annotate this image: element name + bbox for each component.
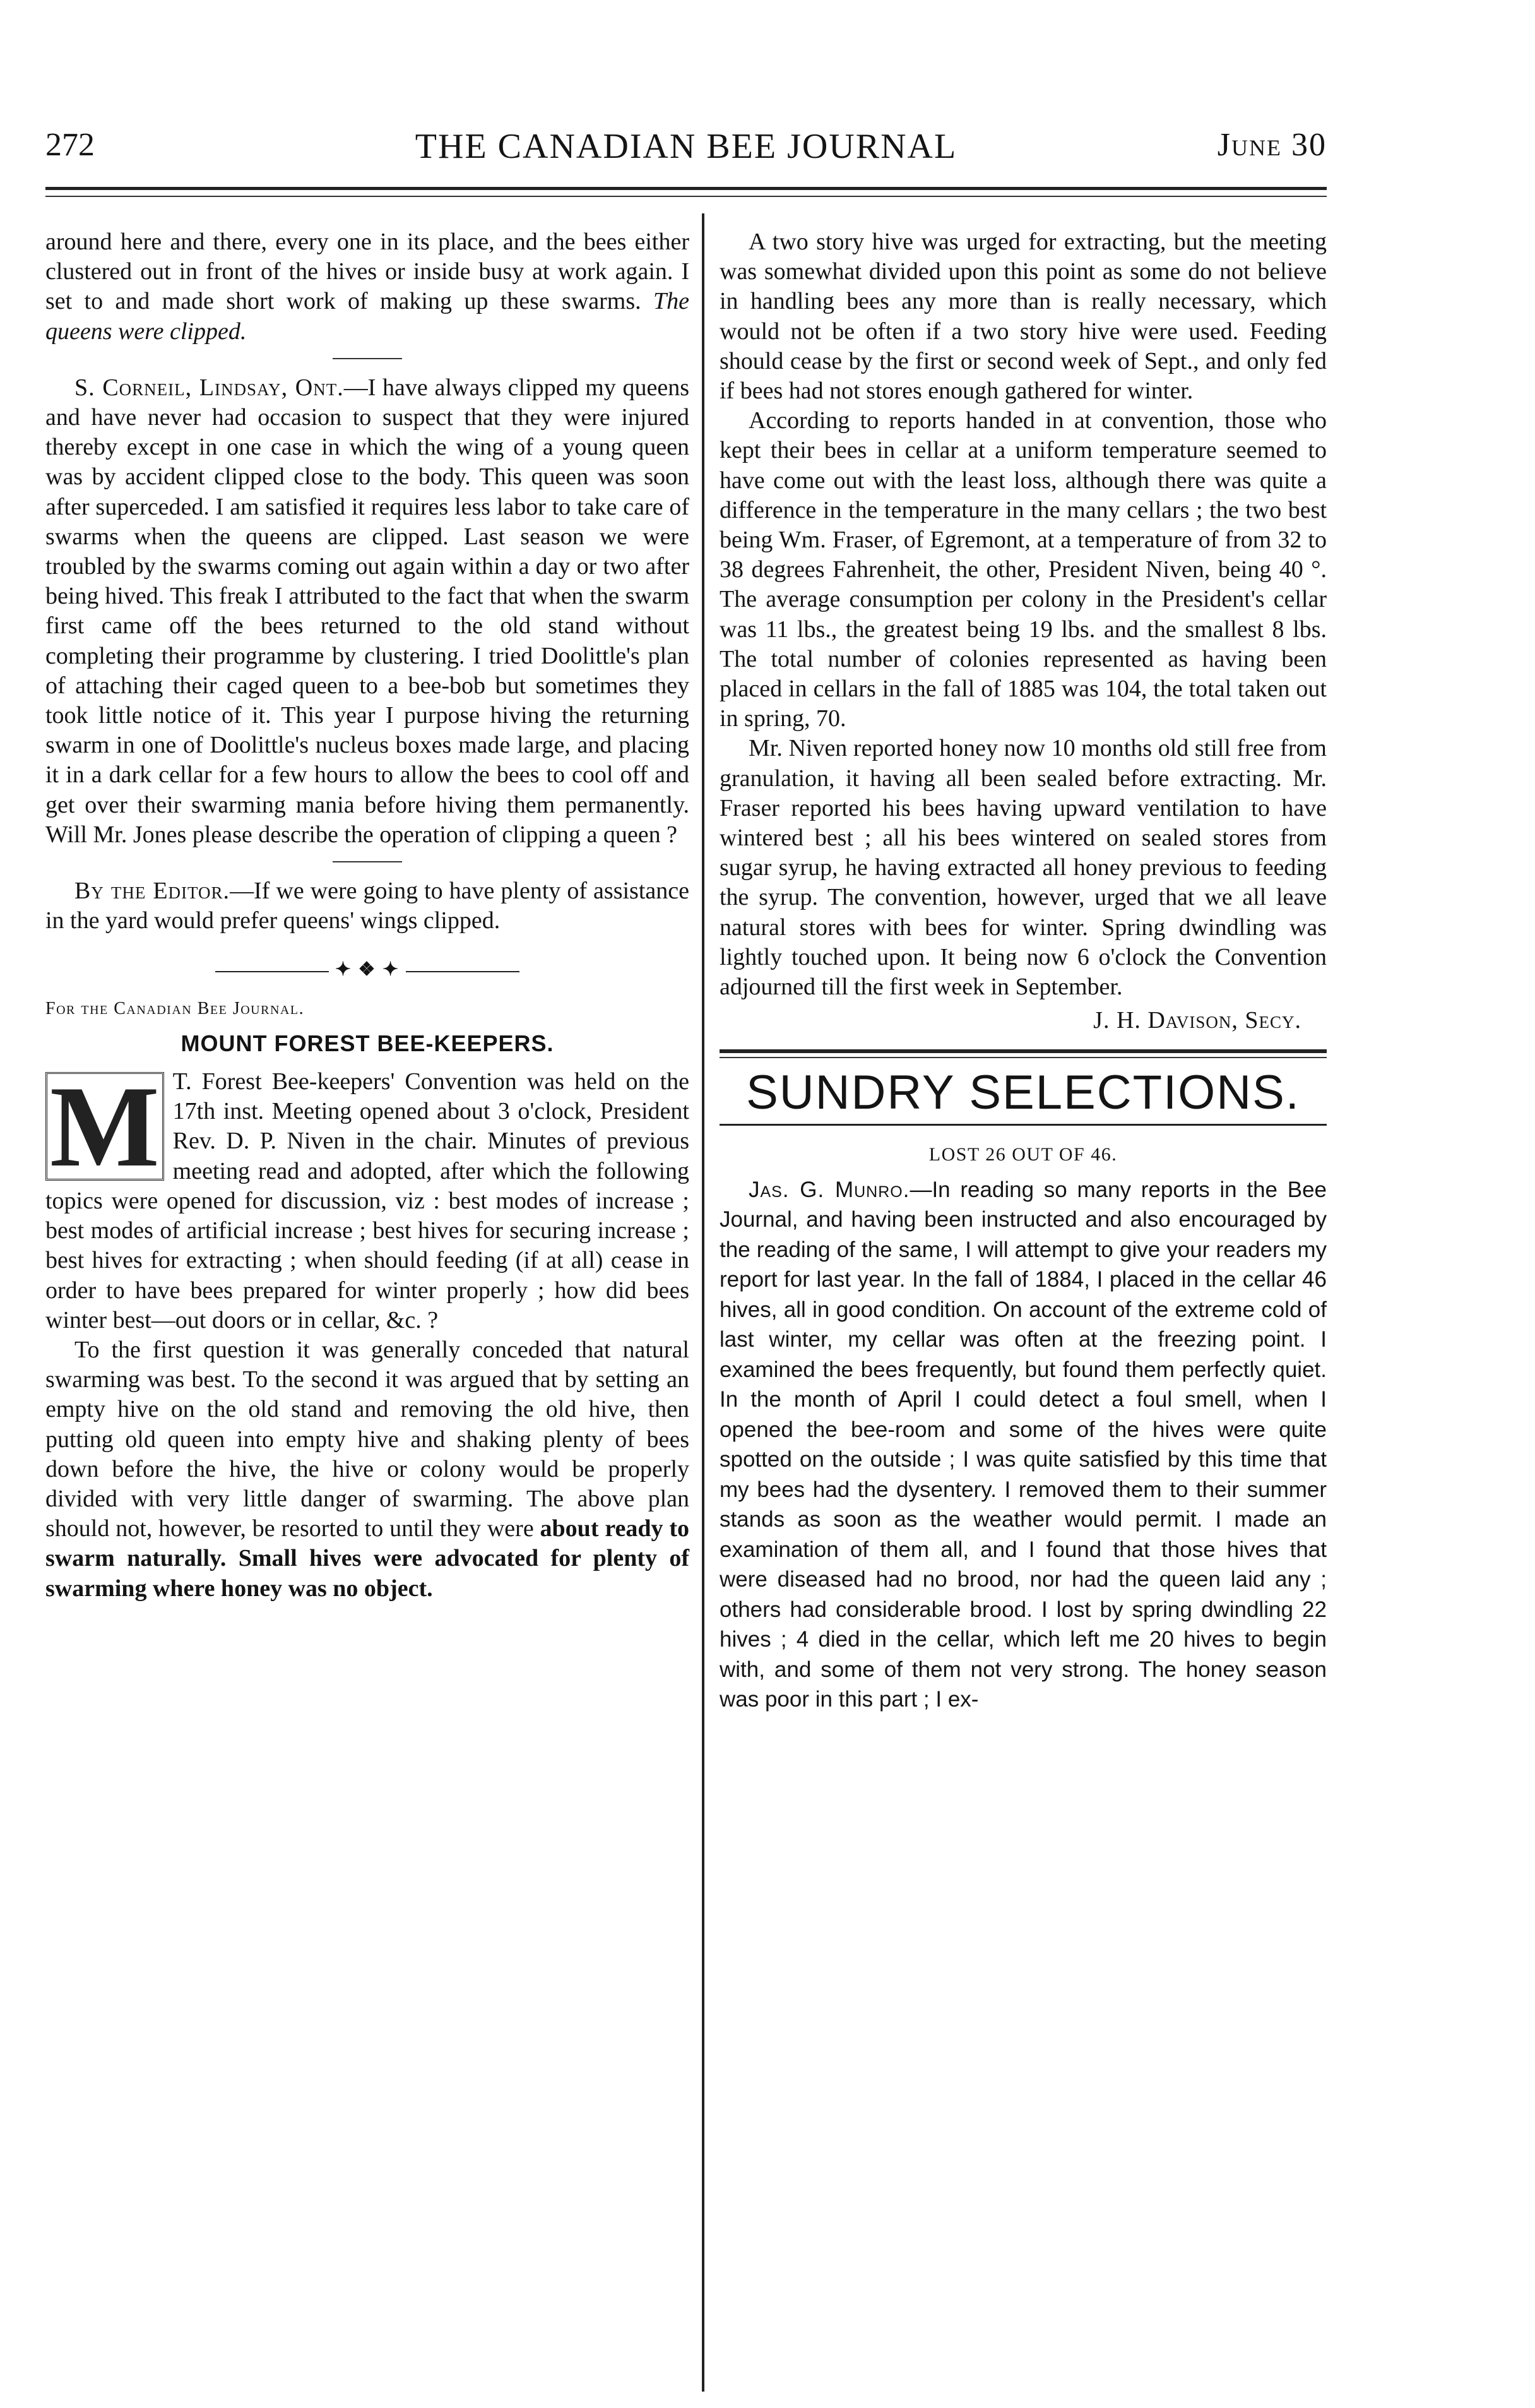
right-column	[720, 227, 1327, 1715]
paragraph: around here and there, every one in its place, and the bees either clustered out in front of the hives or inside busy at work again. I set to and made short work of making up these swarms. The queens were clipped.	[45, 229, 690, 345]
page-header	[45, 126, 1327, 170]
paragraph: A two story hive was urged for extracting, but the meeting was somewhat divided upon this point as some do not believe in handling bees any more than is really necessary, which would not be often if a two story hive were used. Feeding should cease by the first or second week of Sept., and only fed if bees had not stores enough gathered for winter.	[720, 229, 1327, 405]
paragraph: Mr. Niven reported honey now 10 months old still free from granulation, it having all been sealed before extracting. Mr. Fraser reported his bees having upward ventilation to have wintered best ; all his bees wintered on sealed stores from sugar syrup, he having extracted all honey previous to feeding the syrup. The convention, however, urged that we all leave natural stores with bees for winter. Spring dwindling was lightly touched upon. It being now 6 o'clock the Convention adjourned till the first week in September.	[720, 735, 1327, 1001]
divider	[333, 861, 402, 862]
section-rule-thin	[720, 1057, 1327, 1058]
journal-title: THE CANADIAN BEE JOURNAL	[415, 127, 957, 166]
paragraph: Jas. G. Munro.—In reading so many reports in the Bee Journal, and having been instructed and also encouraged by the reading of the same, I will attempt to give your readers my report for last year. In the fall of 1884, I placed in the cellar 46 hives, all in good condition. On account of the extreme cold of last winter, my cellar was often at the freezing point. I examined the bees frequently, but found them perfectly quiet. In the month of April I could detect a foul smell, when I opened the bee-room and some of the hives were quite spotted on the outside ; I was quite satisfied by this time that my bees had the dysentery. I removed them to their summer stands as soon as the weather would permit. I made an examination of them all, and I found that those hives that were diseased had no brood, nor had the queen laid any ; others had considerable brood. I lost by spring dwindling 22 hives ; 4 died in the cellar, which left me 20 hives to begin with, and some of them not very strong. The honey season was poor in this part ; I ex-	[720, 1177, 1327, 1712]
signature: J. H. Davison, Secy.	[1093, 1007, 1301, 1034]
page-number: 272	[45, 127, 95, 163]
paragraph: S. Corneil, Lindsay, Ont.—I have always clipped my queens and have never had occasion to suspect that they were injured thereby except in one case in which the wing of a young queen was by accident clipped close to the body. This queen was soon after superceded. I am satisfied it requires less labor to take care of swarms when the queens are clipped. Last season we were troubled by the swarms coming out again within a day or two after being hived. This freak I attributed to the fact that when the swarm first came off the bees returned to the old stand without completing their programme by clustering. I tried Doolittle's plan of attaching their caged queen to a bee-bob but sometimes they took little notice of it. This year I purpose hiving the returning swarm in one of Doolittle's nucleus boxes made large, and placing it in a dark cellar for a few hours to allow the bees to cool off and get over their swarming mania before hiving them permanently. Will Mr. Jones please describe the operation of clipping a queen ?	[45, 374, 689, 848]
italic-note: The queens were clipped.	[45, 288, 690, 345]
divider	[333, 358, 402, 359]
paragraph: According to reports handed in at convention, those who kept their bees in cellar at a uniform temperature seemed to have come out with the least loss, although there was quite a difference in the temperature in the many cellars ; the two best being Wm. Fraser, of Egremont, at a temperature of from 32 to 38 degrees Fahrenheit, the other, President Niven, being 40 °. The average consumption per colony in the President's cellar was 11 lbs., the greatest being 19 lbs. and the smallest 8 lbs. The total number of colonies represented as having been placed in cellars in the fall of 1885 was 104, the total taken out in spring, 70.	[720, 407, 1327, 732]
author-name: S. Corneil, Lindsay, Ont.	[74, 374, 344, 401]
author-name: By the Editor.	[74, 878, 230, 905]
article-title: MOUNT FOREST BEE-KEEPERS.	[181, 1030, 554, 1056]
section-rule	[720, 1049, 1327, 1053]
byline: For the Canadian Bee Journal.	[45, 998, 305, 1018]
paragraph: To the first question it was generally conceded that natural swarming was best. To the second it was argued that by setting an empty hive on the old stand and removing the old hive, then putting old queen into empty hive and shaking plenty of bees down before the hive, the hive or colony would be properly divided with very little danger of swarming. The above plan should not, however, be resorted to until they were about ready to swarm naturally. Small hives were advocated for plenty of swarming where honey was no object.	[45, 1336, 689, 1602]
issue-date: June 30	[1217, 127, 1327, 163]
ornament-divider: ✦ ❖ ✦	[45, 955, 689, 984]
column-divider	[702, 213, 704, 2392]
author-name: Jas. G. Munro.	[749, 1177, 910, 1202]
section-title: SUNDRY SELECTIONS.	[746, 1066, 1300, 1120]
drop-cap: M	[45, 1072, 164, 1181]
sub-title: LOST 26 OUT OF 46.	[928, 1144, 1118, 1165]
left-column	[45, 227, 689, 1604]
paragraph: M T. Forest Bee-keepers' Convention was held on the 17th inst. Meeting opened about 3 o'clock, President Rev. D. P. Niven in the chair. Minutes of previous meeting read and adopted, after which the following topics were opened for discussion, viz : best modes of increase ; best modes of artificial increase ; best hives for securing increase ; best hives for extracting ; when should feeding (if at all) cease in order to have bees prepared for winter properly ; how did bees winter best—out doors or in cellar, &c. ?	[45, 1062, 689, 1333]
header-rule	[45, 187, 1327, 190]
section-rule-bottom	[720, 1124, 1327, 1126]
paragraph: By the Editor.—If we were going to have plenty of assistance in the yard would prefer queens' wings clipped.	[45, 878, 689, 934]
header-rule-thin	[45, 196, 1327, 197]
